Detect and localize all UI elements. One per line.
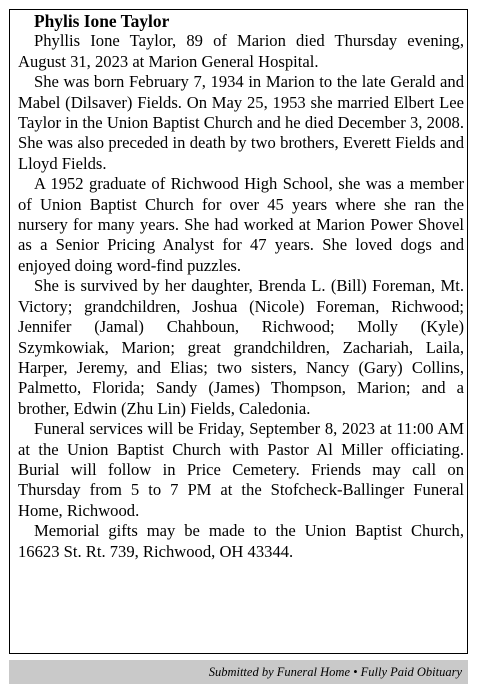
obituary-paragraph-birth-family: She was born February 7, 1934 in Marion to the late Gerald and Mabel (Dilsaver) Fields. On May 25, 1953 she married Elbert Lee Taylor in the Union Baptist Church and he died December 3, 2008. She was also preceded in death by two brothers, Everett Fields and Lloyd Fields.: [18, 72, 464, 173]
obituary-paragraph-services: Funeral services will be Friday, September 8, 2023 at 11:00 AM at the Union Baptist Church with Pastor Al Miller officiating. Burial will follow in Price Cemetery. Friends may call on Thursday from 5 to 7 PM at the Stofcheck-Ballinger Funeral Home, Richwood.: [18, 419, 464, 520]
obituary-paragraph-death: Phyllis Ione Taylor, 89 of Marion died Thursday evening, August 31, 2023 at Marion General Hospital.: [18, 31, 464, 71]
obituary-paragraph-life: A 1952 graduate of Richwood High School, she was a member of Union Baptist Church for over 45 years where she ran the nursery for many years. She had worked at Marion Power Shovel as a Senior Pricing Analyst for 47 years. She loved dogs and enjoyed doing word-find puzzles.: [18, 174, 464, 275]
obituary-paragraph-survivors: She is survived by her daughter, Brenda L. (Bill) Foreman, Mt. Victory; grandchildren, Joshua (Nicole) Foreman, Richwood; Jennifer (Jamal) Chahboun, Richwood; Molly (Kyle) Szymkowiak, Marion; great grandchildren, Zachariah, Laila, Harper, Jeremy, and Elias; two sisters, Nancy (Gary) Collins, Palmetto, Florida; Sandy (James) Thompson, Marion; and a brother, Edwin (Zhu Lin) Fields, Caledonia.: [18, 276, 464, 418]
obituary-headline: Phylis Ione Taylor: [34, 11, 170, 31]
footer-bar: [9, 660, 468, 684]
footer-credit: Submitted by Funeral Home • Fully Paid Obituary: [208, 665, 462, 679]
obituary-paragraph-memorials: Memorial gifts may be made to the Union Baptist Church, 16623 St. Rt. 739, Richwood, OH 43344.: [18, 521, 464, 561]
obituary-content: [18, 11, 464, 562]
